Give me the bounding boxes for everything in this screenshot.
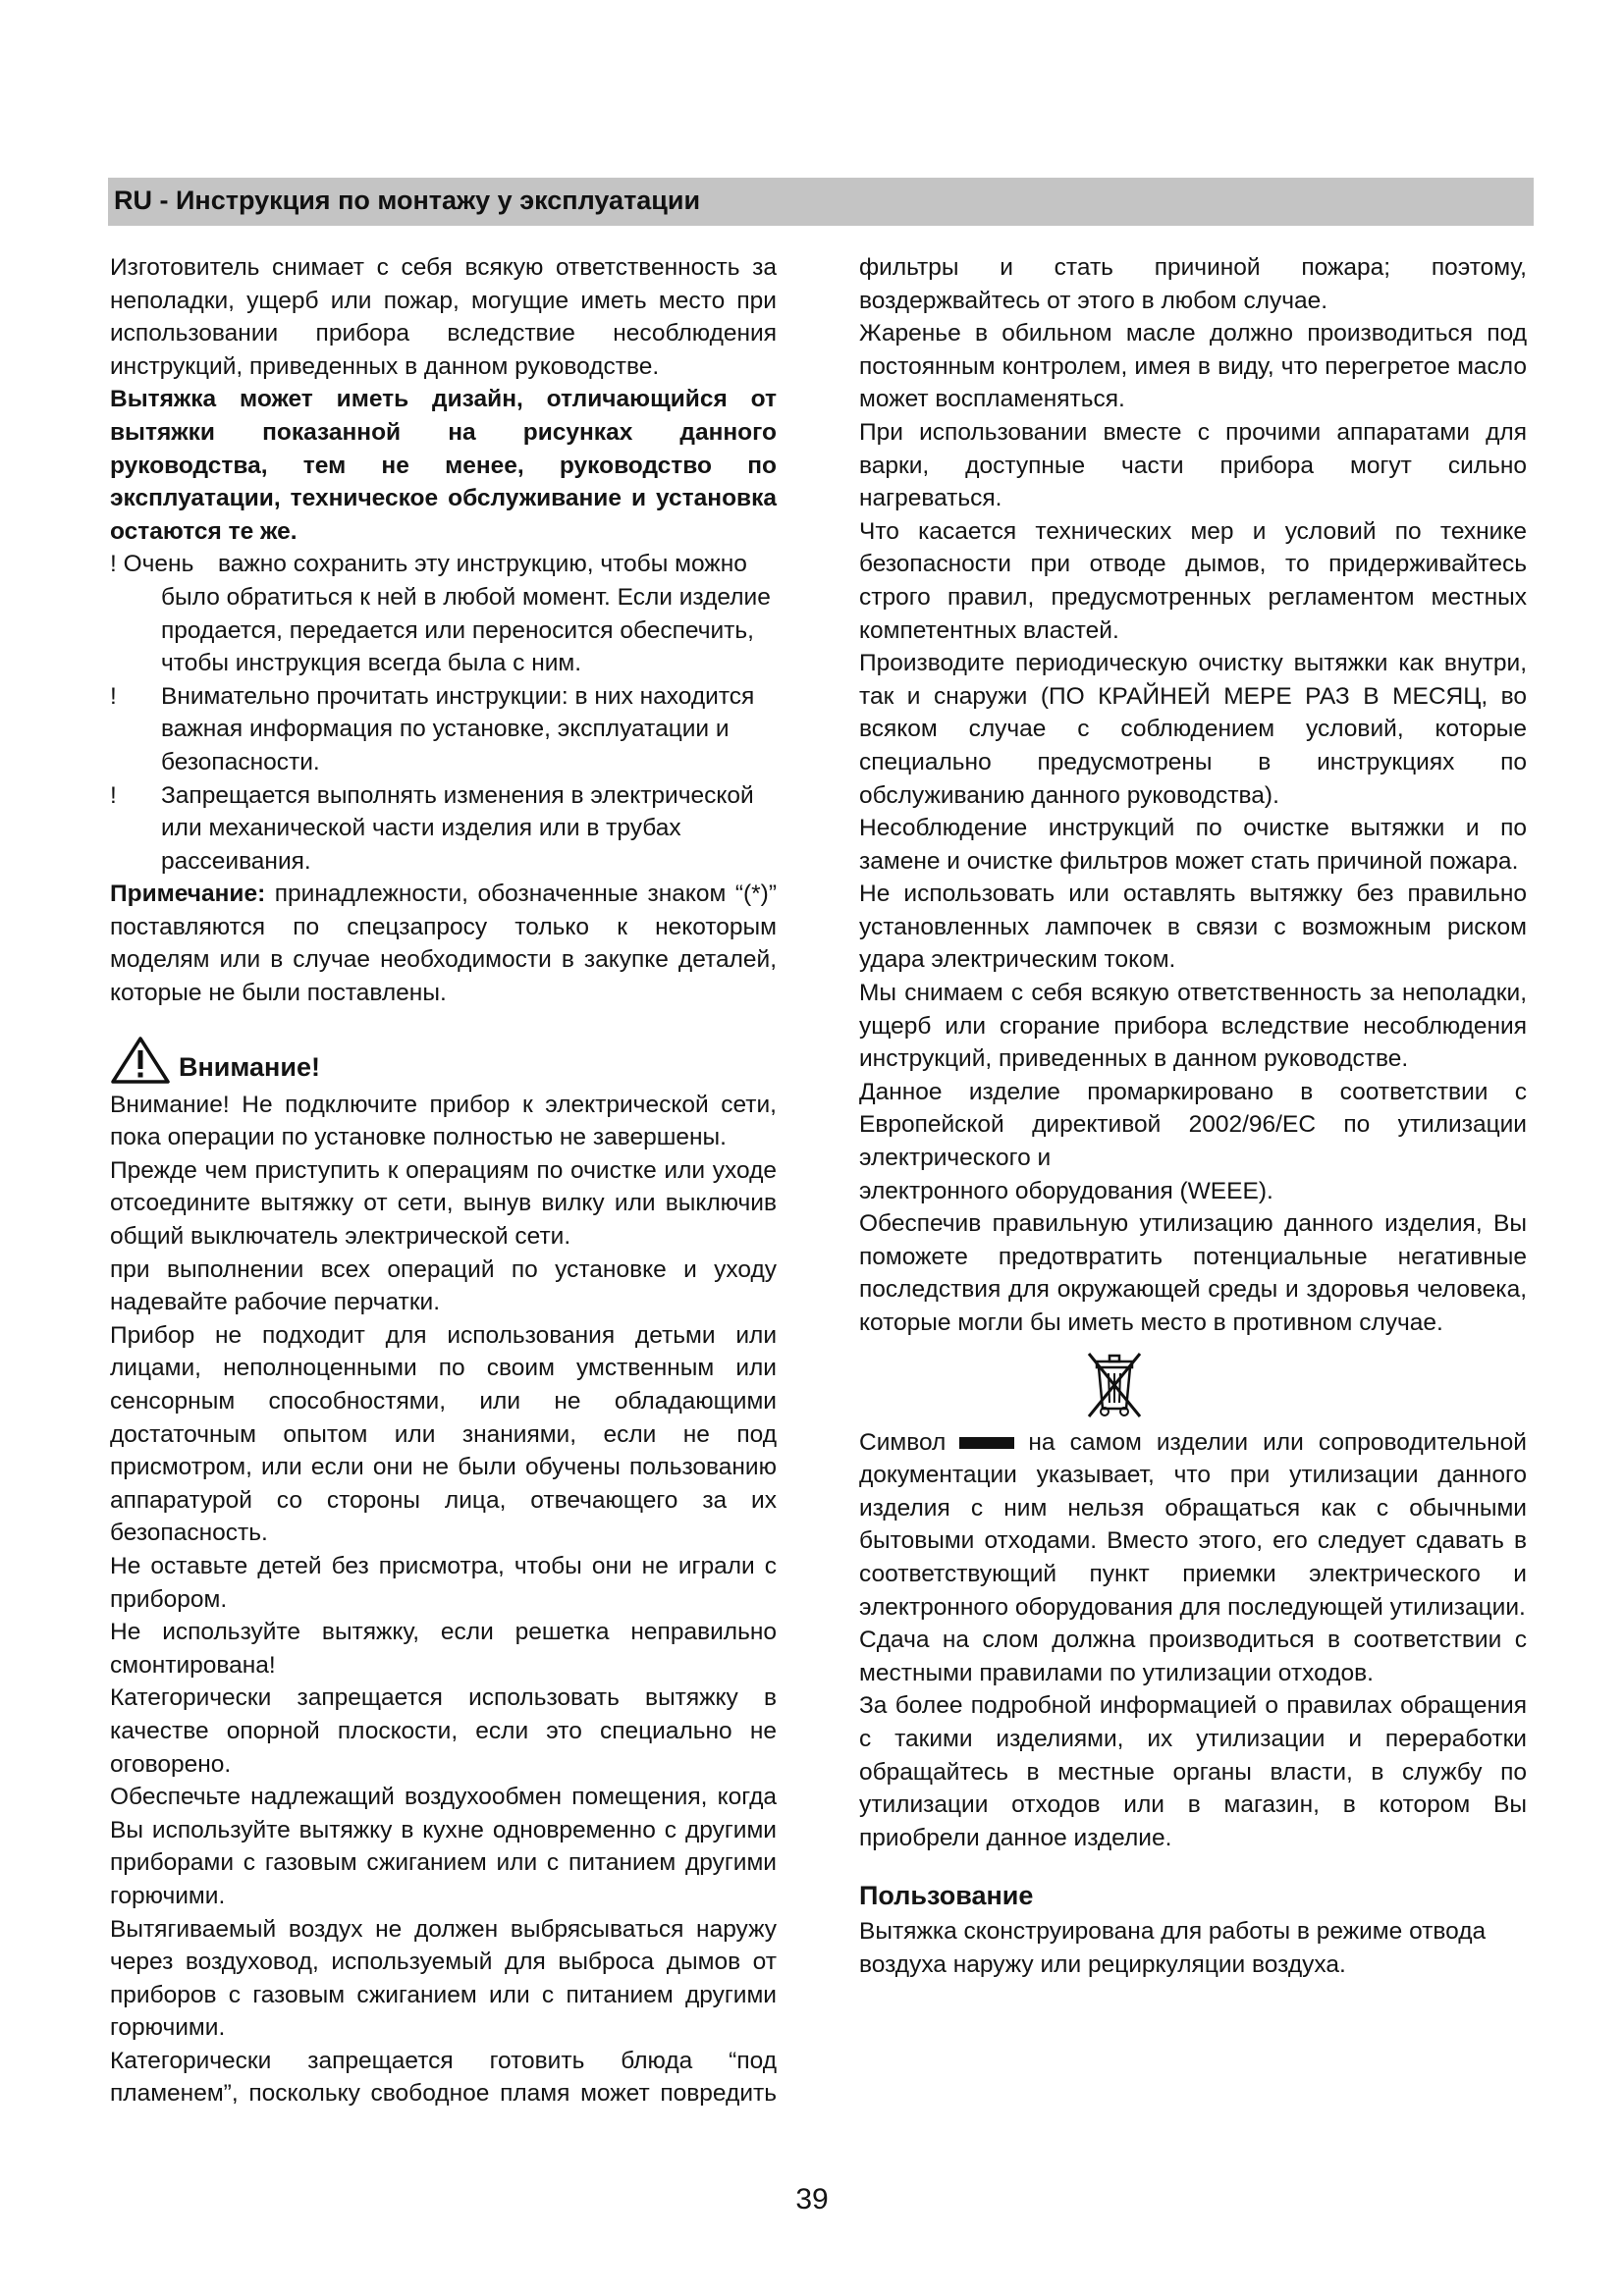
warning-paragraph: Категорически запрещается использовать вытяжку в качестве опорной плоскости, если это специально не оговорено.: [110, 1684, 777, 1778]
exclamation-mark: ! Очень: [110, 551, 194, 578]
section-header-bar: [108, 178, 1534, 226]
warning-paragraph: Обеспечьте надлежащий воздухообмен помещения, когда Вы используйте вытяжку в кухне одновременно с другими приборами с газовым сжиганием или с питанием другими горючими.: [110, 1784, 777, 1909]
usage-heading: Пользование: [859, 1881, 1034, 1911]
note-text: Запрещается выполнять изменения в электрической или механической части изделия или в трубах рассеивания.: [161, 781, 754, 875]
warning-paragraph: Внимание! Не подключите прибор к электрической сети, пока операции по установке полностью не завершены.: [110, 1091, 777, 1151]
left-column: [110, 251, 777, 2110]
warning-paragraph: Категорически запрещается готовить блюда “под пламенем”, поскольку свободное пламя может повредить: [110, 2047, 777, 2108]
warning-paragraph: при выполнении всех операций по установке и уходу надевайте рабочие перчатки.: [110, 1255, 777, 1316]
remark-paragraph: [110, 878, 777, 1009]
warning-heading: [110, 1036, 777, 1085]
safety-paragraph: Производите периодическую очистку вытяжки как внутри, так и снаружи (ПО КРАЙНЕЙ МЕРЕ РАЗ В МЕСЯЦ, во всяком случае с соблюдением условий, которые специально предусмотрены в инструкциях по обслуживанию данного руководства).: [859, 650, 1527, 809]
intro-paragraph: Изготовитель снимает с себя всякую ответственность за неполадки, ущерб или пожар, могущие иметь место при использовании прибора вследствие несоблюдения инструкций, приведенных в данном руководстве.: [110, 254, 777, 380]
section-title: RU - Инструкция по монтажу у эксплуатации: [114, 186, 701, 215]
warning-triangle-icon: [110, 1036, 171, 1085]
weee-paragraph: Данное изделие промаркировано в соответствии с Европейской директивой 2002/96/ЕС по утилизации электрического и: [859, 1078, 1527, 1172]
warning-paragraph: Не оставьте детей без присмотра, чтобы они не играли с прибором.: [110, 1552, 777, 1613]
black-bar-icon: [959, 1437, 1014, 1449]
warning-paragraph: Вытягиваемый воздух не должен выбрясываться наружу через воздуховод, используемый для выброса дымов от приборов с газовым сжиганием или с питанием другими горючими.: [110, 1915, 777, 2042]
exclamation-mark: !: [110, 781, 117, 809]
remark-text: принадлежности, обозначенные знаком “(*)” поставляются по спецзапросу только к некоторым моделям или в случае необходимости в закупке деталей, которые не были поставлены.: [110, 881, 777, 1007]
safety-paragraph: При использовании вместе с прочими аппаратами для варки, доступные части прибора могут сильно нагреваться.: [859, 418, 1527, 512]
usage-paragraph: Вытяжка сконструирована для работы в режиме отвода воздуха наружу или рециркуляции воздуха.: [859, 1917, 1487, 1978]
note-item: [110, 548, 777, 679]
note-item: [110, 680, 777, 779]
symbol-paragraph: [859, 1426, 1527, 1625]
warning-paragraph: Прежде чем приступить к операциям по очистке или уходе отсоедините вытяжку от сети, вынув вилку или выключив общий выключатель электрической сети.: [110, 1156, 777, 1251]
note-text: важно сохранить эту инструкцию, чтобы можно было обратиться к ней в любой момент. Если изделие продается, передается или переносится обеспечить, чтобы инструкция всегда была с ним.: [161, 551, 771, 677]
disposal-paragraph: За более подробной информацией о правилах обращения с такими изделиями, их утилизации и переработки обращайтесь в местные органы власти, в службу по утилизации отходов или в магазин, в котором Вы приобрели данное изделие.: [859, 1692, 1527, 1851]
crossed-bin-icon: [1083, 1350, 1146, 1418]
safety-paragraph: Жаренье в обильном масле должно производиться под постоянным контролем, имея в виду, что перегретое масло может воспламеняться.: [859, 320, 1527, 413]
disposal-paragraph: Сдача на слом должна производиться в соответствии с местными правилами по утилизации отходов.: [859, 1627, 1527, 1686]
exclamation-mark: !: [110, 682, 117, 710]
safety-paragraph: Несоблюдение инструкций по очистке вытяжки и по замене и очистке фильтров может стать причиной пожара.: [859, 815, 1527, 875]
weee-paragraph: Обеспечив правильную утилизацию данного изделия, Вы поможете предотвратить потенциальные негативные последствия для окружающей среды и здоровья человека, которые могли бы иметь место в противном случае.: [859, 1210, 1527, 1336]
symbol-prefix: Символ: [859, 1428, 947, 1456]
safety-paragraph: Не использовать или оставлять вытяжку без правильно установленных лампочек в связи с возможным риском удара электрическим током.: [859, 881, 1527, 974]
safety-paragraph: фильтры и стать причиной пожара; поэтому, воздержвайтесь от этого в любом случае.: [859, 254, 1527, 314]
warning-title: Внимание!: [179, 1052, 320, 1083]
remark-label: Примечание:: [110, 881, 266, 908]
weee-symbol: [859, 1350, 1527, 1418]
symbol-text: на самом изделии или сопроводительной документации указывает, что при утилизации данного изделия с ним нельзя обращаться как с обычными бытовыми отходами. Вместо этого, его следует сдавать в соответствующий пункт приемки электрического и электронного оборудования для последующей утилизации.: [859, 1428, 1527, 1621]
page-number: 39: [795, 2183, 829, 2216]
warning-paragraph: Не используйте вытяжку, если решетка неправильно смонтирована!: [110, 1619, 777, 1679]
warning-paragraph: Прибор не подходит для использования детьми или лицами, неполноценными по своим умственным или сенсорным способностями, или не обладающими достаточным опытом или знаниями, если не под присмотром, или если они не были обучены пользованию аппаратурой со стороны лица, отвечающего за их безопасность.: [110, 1321, 777, 1547]
safety-paragraph: Мы снимаем с себя всякую ответственность за неполадки, ущерб или сгорание прибора вследствие несоблюдения инструкций, приведенных в данном руководстве.: [859, 980, 1527, 1073]
safety-paragraph: Что касается технических мер и условий по технике безопасности при отводе дымов, то придерживайтесь строго правил, предусмотренных регламентом местных компетентных властей.: [859, 517, 1527, 644]
design-note: Вытяжка может иметь дизайн, отличающийся от вытяжки показанной на рисунках данного руководства, тем не менее, руководство по эксплуатации, техническое обслуживание и установка остаются те же.: [110, 386, 777, 545]
right-column: [859, 251, 1527, 1981]
weee-paragraph: электронного оборудования (WEEE).: [859, 1177, 1273, 1204]
note-text: Внимательно прочитать инструкции: в них находится важная информация по установке, эксплуатации и безопасности.: [161, 682, 755, 775]
note-item: [110, 779, 777, 879]
